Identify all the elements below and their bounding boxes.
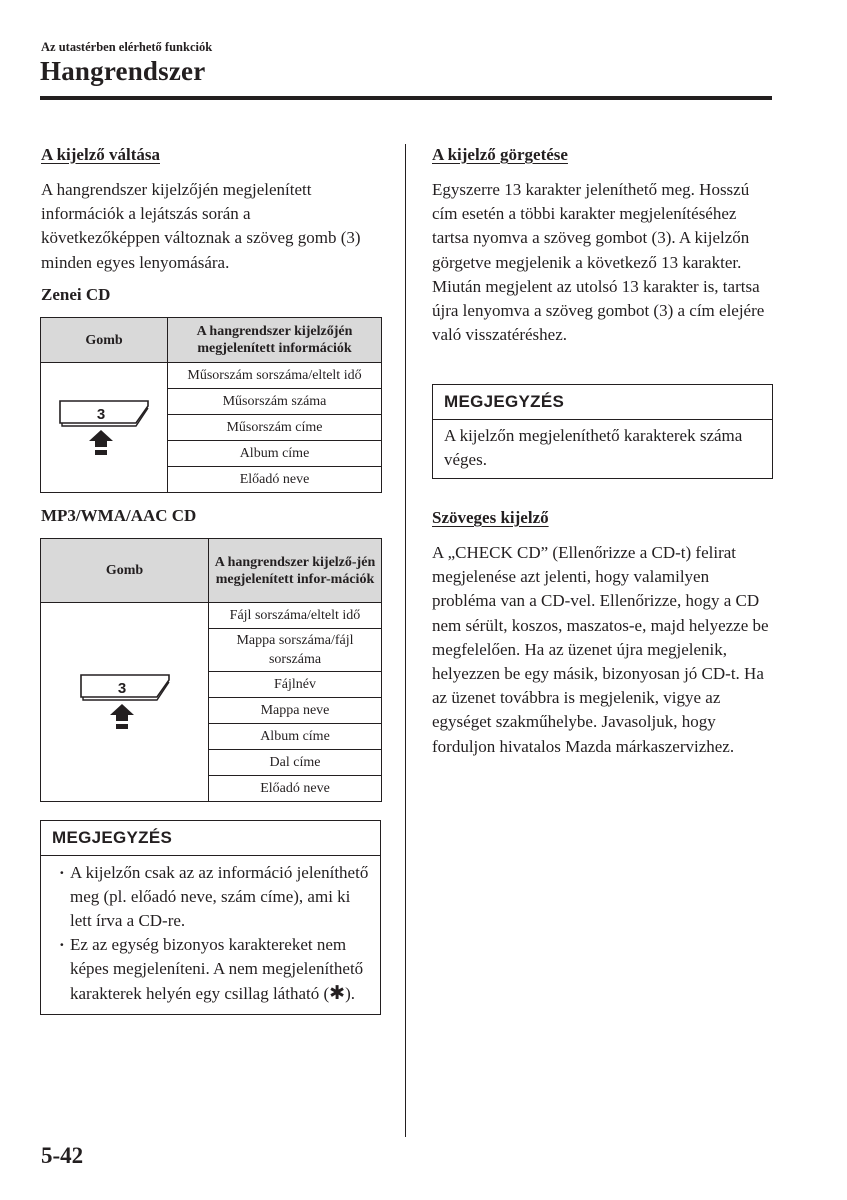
table2-col-button: Gomb [41, 539, 209, 603]
table2-row: Mappa neve [209, 698, 382, 724]
scroll-paragraph: Egyszerre 13 karakter jeleníthető meg. Hosszú cím esetén a többi karakter megjelenítéséhez tartsa nyomva a szöveg gombot (3). A kijelzőn görgetve megjelenik a következő 13 karakter. Miután megjelent az utolsó 13 karakter is, tartsa újra lenyomva a szöveg gombot (3) a cím elejére való visszatéréshez. [432, 180, 765, 345]
heading-display-scroll: A kijelző görgetése [432, 145, 568, 164]
text-button-figure [41, 603, 209, 802]
note-title: MEGJEGYZÉS [41, 821, 380, 856]
note-title: MEGJEGYZÉS [433, 385, 772, 420]
table1-row: Előadó neve [168, 467, 382, 493]
table2-row: Fájl sorszáma/eltelt idő [209, 603, 382, 629]
table1-col-info: A hangrendszer kijelzőjén megjelenített információk [168, 318, 382, 363]
table2-row: Album címe [209, 724, 382, 750]
table2-title: MP3/WMA/AAC CD [41, 506, 197, 525]
table2-col-info: A hangrendszer kijelző-jén megjelenített infor-mációk [209, 539, 382, 603]
note-bullet [59, 933, 369, 1006]
table1-row: Műsorszám száma [168, 389, 382, 415]
table1-title: Zenei CD [41, 285, 111, 304]
note-bullet-text-end: ). [345, 984, 355, 1003]
text-button-icon [54, 396, 154, 460]
note-bullet-text-start: Ez az egység bizonyos karaktereket nem képes megjeleníteni. A nem megjeleníthető karakterek helyén egy csillag látható ( [70, 935, 364, 1003]
bullet-dot-icon: · [59, 935, 65, 954]
heading-text-display: Szöveges kijelző [432, 508, 549, 527]
table1-row: Műsorszám címe [168, 415, 382, 441]
intro-paragraph: A hangrendszer kijelzőjén megjelenített információk a lejátszás során a következőképpen változnak a szöveg gomb (3) minden egyes lenyomására. [41, 180, 361, 272]
button-number-label: 3 [96, 405, 106, 423]
text-button-figure [41, 363, 168, 493]
button-number-label: 3 [117, 680, 126, 697]
table2-row: Mappa sorszáma/fájl sorszáma [209, 629, 382, 672]
note-box-left [40, 820, 381, 1015]
note-bullet-text: A kijelzőn csak az az információ jeleníthető meg (pl. előadó neve, szám címe), ami ki lett írva a CD-re. [70, 863, 369, 930]
section-label: Az utastérben elérhető funkciók [41, 40, 213, 54]
note-body [41, 856, 380, 1014]
page-number: 5-42 [41, 1143, 84, 1168]
heading-display-switch: A kijelző váltása [41, 145, 160, 164]
table1-row: Műsorszám sorszáma/eltelt idő [168, 363, 382, 389]
table2-row: Előadó neve [209, 776, 382, 802]
table2-row: Fájlnév [209, 672, 382, 698]
music-cd-table [40, 317, 382, 493]
page-title: Hangrendszer [40, 56, 206, 86]
check-cd-paragraph: A „CHECK CD” (Ellenőrizze a CD-t) felirat megjelenése azt jelenti, hogy valamilyen probléma van a CD-vel. Ellenőrizze, hogy a CD nem sérült, koszos, maszatos-e, majd helyezze be megfelelően. Ha az üzenet újra megjelenik, helyezzen be egy másik, bizonyosan jó CD-t. Ha az üzenet továbbra is megjelenik, vigye az egységet szakműhelybe. Javasoljuk, hogy forduljon hivatalos Mazda márkaszervizhez. [432, 543, 769, 756]
note-box-right [432, 384, 773, 479]
note-bullet [59, 861, 369, 933]
title-divider [40, 96, 772, 100]
note-bullet-text [70, 933, 369, 1006]
note-text: A kijelzőn megjeleníthető karakterek száma véges. [444, 426, 743, 469]
asterisk-icon: ✱ [329, 982, 346, 1004]
text-button-icon [75, 670, 175, 734]
table1-row: Album címe [168, 441, 382, 467]
table1-col-button: Gomb [41, 318, 168, 363]
column-divider [405, 144, 406, 1137]
table2-row: Dal címe [209, 750, 382, 776]
bullet-dot-icon: · [59, 863, 65, 882]
mp3-cd-table [40, 538, 382, 802]
